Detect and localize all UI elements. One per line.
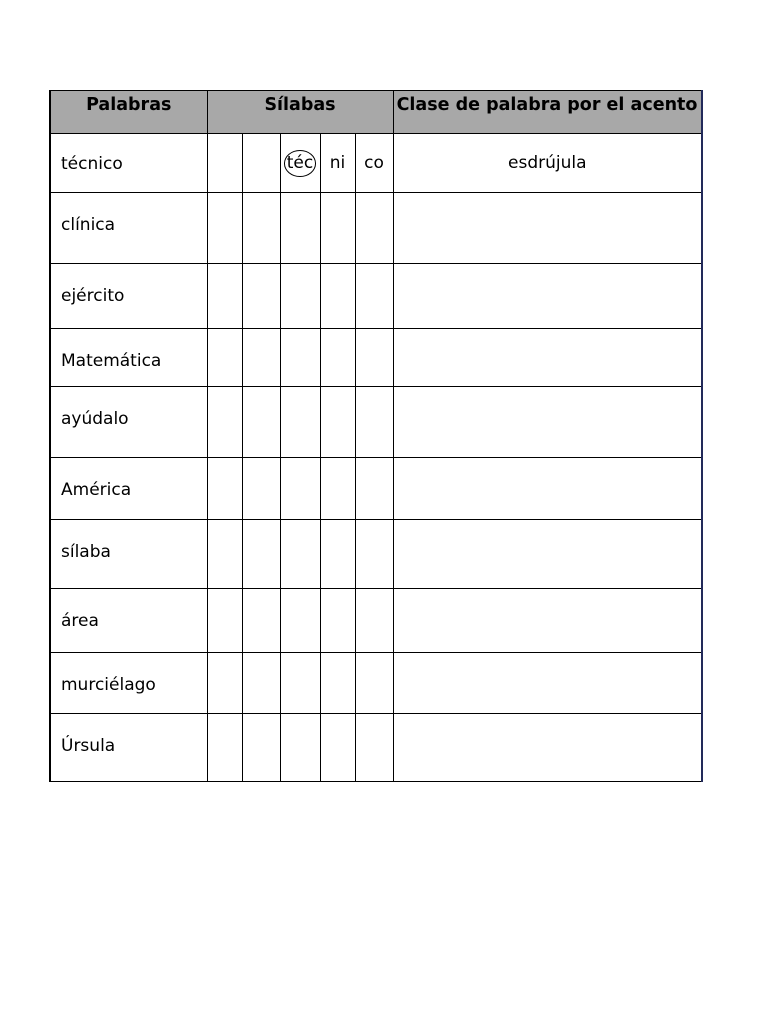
syllable-cell[interactable] bbox=[320, 387, 355, 458]
syllable-cell[interactable] bbox=[280, 193, 320, 264]
syllable-cell[interactable] bbox=[320, 329, 355, 387]
word-cell bbox=[50, 193, 207, 264]
worksheet bbox=[49, 90, 701, 778]
table-row bbox=[50, 458, 702, 520]
class-cell[interactable] bbox=[393, 264, 702, 329]
syllable-cell[interactable] bbox=[207, 714, 242, 782]
syllable-cell[interactable] bbox=[355, 520, 393, 589]
word-label: Matemática bbox=[61, 351, 162, 371]
table-row bbox=[50, 134, 702, 193]
syllable-cell[interactable] bbox=[242, 329, 280, 387]
class-cell[interactable] bbox=[393, 714, 702, 782]
syllable-cell[interactable] bbox=[280, 387, 320, 458]
syllable-cell[interactable] bbox=[320, 714, 355, 782]
syllable-cell[interactable] bbox=[355, 589, 393, 653]
word-label: área bbox=[61, 611, 99, 631]
syllable-cell[interactable] bbox=[280, 589, 320, 653]
syllable-cell[interactable] bbox=[207, 264, 242, 329]
word-cell bbox=[50, 520, 207, 589]
table-row bbox=[50, 589, 702, 653]
syllable-cell[interactable] bbox=[280, 264, 320, 329]
syllable-cell[interactable] bbox=[355, 193, 393, 264]
syllable-cell[interactable] bbox=[242, 520, 280, 589]
word-label: América bbox=[61, 480, 132, 500]
syllable-cell[interactable] bbox=[280, 329, 320, 387]
syllable-cell[interactable] bbox=[242, 714, 280, 782]
word-cell bbox=[50, 714, 207, 782]
syllable-cell[interactable] bbox=[207, 458, 242, 520]
class-cell[interactable] bbox=[393, 329, 702, 387]
word-cell bbox=[50, 264, 207, 329]
table-row bbox=[50, 329, 702, 387]
syllable-cell: ni bbox=[320, 134, 355, 193]
syllable-cell[interactable] bbox=[355, 329, 393, 387]
syllable-cell[interactable] bbox=[207, 653, 242, 714]
class-cell[interactable] bbox=[393, 458, 702, 520]
syllable-cell: co bbox=[355, 134, 393, 193]
header-palabras: Palabras bbox=[50, 91, 207, 134]
table-header-row bbox=[50, 91, 702, 134]
syllable-cell[interactable] bbox=[242, 458, 280, 520]
word-cell bbox=[50, 458, 207, 520]
syllable-cell bbox=[207, 134, 242, 193]
syllable-cell bbox=[280, 134, 320, 193]
syllable-cell[interactable] bbox=[355, 264, 393, 329]
accent-classification-table bbox=[49, 90, 703, 782]
circled-stressed-syllable: téc bbox=[284, 150, 316, 177]
syllable-cell[interactable] bbox=[242, 653, 280, 714]
word-label: ejército bbox=[61, 286, 125, 306]
syllable-cell[interactable] bbox=[242, 264, 280, 329]
table-row bbox=[50, 520, 702, 589]
word-cell bbox=[50, 653, 207, 714]
syllable-cell[interactable] bbox=[355, 387, 393, 458]
syllable-cell[interactable] bbox=[355, 458, 393, 520]
word-label: clínica bbox=[61, 215, 116, 235]
syllable-cell[interactable] bbox=[242, 193, 280, 264]
syllable-cell[interactable] bbox=[280, 458, 320, 520]
syllable-cell[interactable] bbox=[207, 329, 242, 387]
syllable-cell[interactable] bbox=[320, 653, 355, 714]
syllable-cell[interactable] bbox=[355, 653, 393, 714]
class-cell[interactable] bbox=[393, 387, 702, 458]
syllable-cell[interactable] bbox=[280, 714, 320, 782]
syllable-cell[interactable] bbox=[320, 264, 355, 329]
syllable-cell[interactable] bbox=[320, 589, 355, 653]
class-cell[interactable] bbox=[393, 653, 702, 714]
word-label: murciélago bbox=[61, 675, 156, 695]
word-cell bbox=[50, 387, 207, 458]
word-cell bbox=[50, 589, 207, 653]
syllable-cell bbox=[242, 134, 280, 193]
syllable-cell[interactable] bbox=[207, 193, 242, 264]
word-label: técnico bbox=[61, 154, 123, 174]
table-row bbox=[50, 714, 702, 782]
table-row bbox=[50, 653, 702, 714]
header-clase-de-palabra: Clase de palabra por el acento bbox=[393, 91, 702, 134]
syllable-cell[interactable] bbox=[320, 520, 355, 589]
class-cell: esdrújula bbox=[393, 134, 702, 193]
syllable-cell[interactable] bbox=[280, 653, 320, 714]
syllable-cell[interactable] bbox=[242, 589, 280, 653]
table-row bbox=[50, 264, 702, 329]
syllable-cell[interactable] bbox=[242, 387, 280, 458]
syllable-cell[interactable] bbox=[355, 714, 393, 782]
header-silabas: Sílabas bbox=[207, 91, 393, 134]
word-label: sílaba bbox=[61, 542, 111, 562]
class-cell[interactable] bbox=[393, 193, 702, 264]
word-cell bbox=[50, 329, 207, 387]
syllable-cell[interactable] bbox=[207, 520, 242, 589]
syllable-cell[interactable] bbox=[207, 387, 242, 458]
class-cell[interactable] bbox=[393, 520, 702, 589]
word-cell bbox=[50, 134, 207, 193]
table-row bbox=[50, 387, 702, 458]
word-label: Úrsula bbox=[61, 736, 116, 756]
syllable-cell[interactable] bbox=[280, 520, 320, 589]
syllable-cell[interactable] bbox=[320, 458, 355, 520]
syllable-cell[interactable] bbox=[320, 193, 355, 264]
table-row bbox=[50, 193, 702, 264]
syllable-cell[interactable] bbox=[207, 589, 242, 653]
word-label: ayúdalo bbox=[61, 409, 129, 429]
class-cell[interactable] bbox=[393, 589, 702, 653]
